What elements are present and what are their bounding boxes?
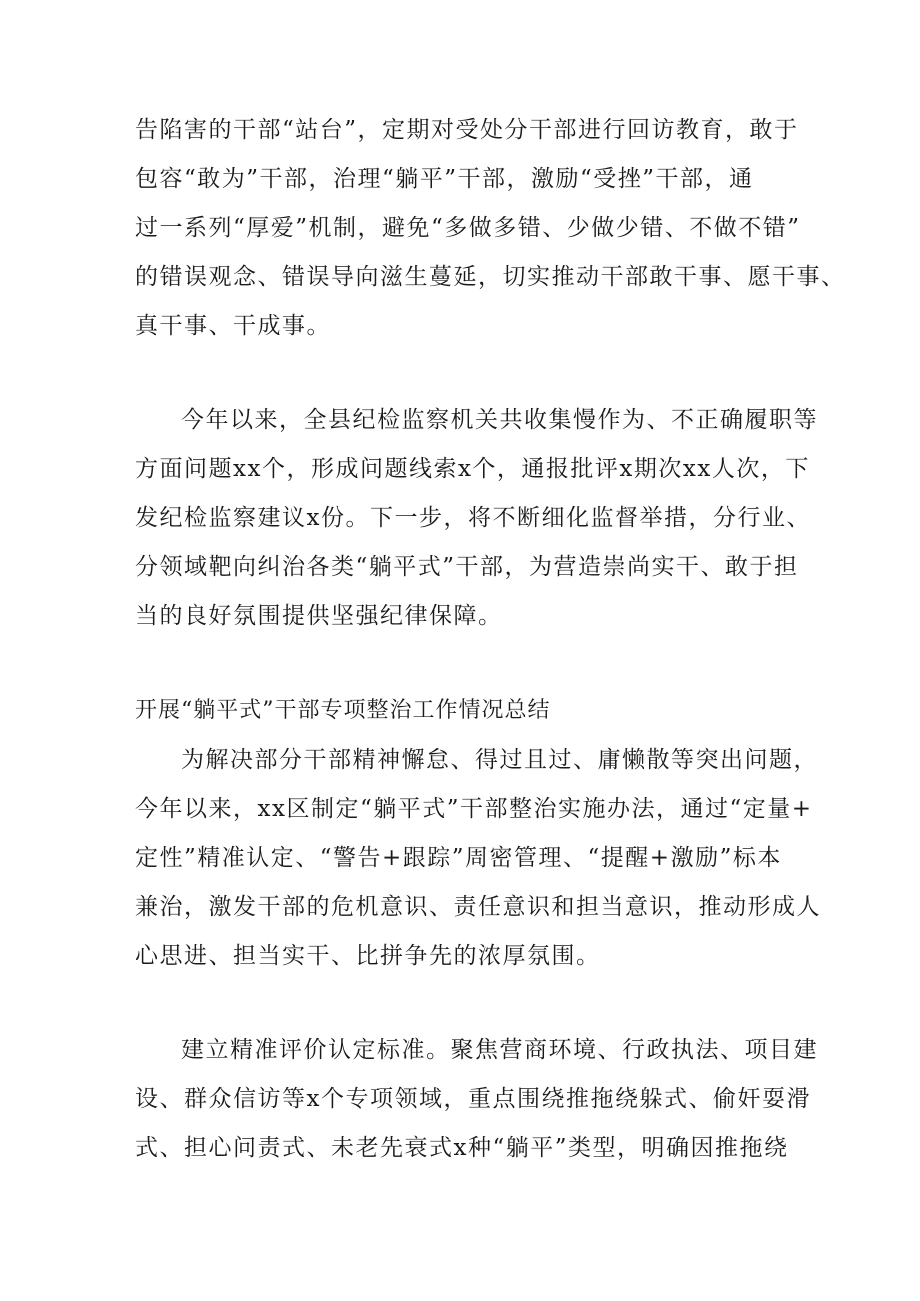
paragraph-2-line-2: 方面问题xx个，形成问题线索x个，通报批评x期次xx人次，下 [135, 456, 810, 482]
paragraph-2-line-1: 今年以来，全县纪检监察机关共收集慢作为、不正确履职等 [181, 407, 818, 433]
paragraph-3-line-2: 今年以来，xx区制定“躺平式”干部整治实施办法，通过“定量+ [135, 796, 813, 822]
paragraph-1-line-2: 包容“敢为”干部，治理“躺平”干部，激励“受挫”干部，通 [135, 166, 754, 192]
paragraph-4-line-3: 式、担心问责式、未老先衰式x种“躺平”类型，明确因推拖绕 [135, 1135, 789, 1161]
paragraph-2-line-5: 当的良好氛围提供坚强纪律保障。 [135, 603, 503, 629]
paragraph-3-line-1: 为解决部分干部精神懈怠、得过且过、庸懒散等突出问题， [181, 747, 818, 773]
paragraph-2-line-4: 分领域靶向纠治各类“躺平式”干部，为营造崇尚实干、敢于担 [135, 554, 799, 580]
section-heading: 开展“躺平式”干部专项整治工作情况总结 [135, 698, 551, 723]
paragraph-3-line-3: 定性”精准认定、“警告+跟踪”周密管理、“提醒+激励”标本 [135, 845, 782, 871]
paragraph-4-line-1: 建立精准评价认定标准。聚焦营商环境、行政执法、项目建 [181, 1037, 818, 1063]
paragraph-2-line-3: 发纪检监察建议x份。下一步，将不断细化监督举措，分行业、 [135, 505, 811, 531]
paragraph-1-line-5: 真干事、干成事。 [135, 313, 331, 339]
paragraph-4-line-2: 设、群众信访等x个专项领域，重点围绕推拖绕躲式、偷奸耍滑 [135, 1086, 811, 1112]
paragraph-3-line-5: 心思进、担当实干、比拼争先的浓厚氛围。 [135, 943, 601, 969]
paragraph-1-line-3: 过一系列“厚爱”机制，避免“多做多错、少做少错、不做不错” [135, 215, 801, 241]
paragraph-1-line-4: 的错误观念、错误导向滋生蔓延，切实推动干部敢干事、愿干事、 [135, 264, 846, 290]
paragraph-3-line-4: 兼治，激发干部的危机意识、责任意识和担当意识，推动形成人 [135, 894, 821, 920]
paragraph-1-line-1: 告陷害的干部“站台”，定期对受处分干部进行回访教育，敢于 [135, 117, 799, 143]
